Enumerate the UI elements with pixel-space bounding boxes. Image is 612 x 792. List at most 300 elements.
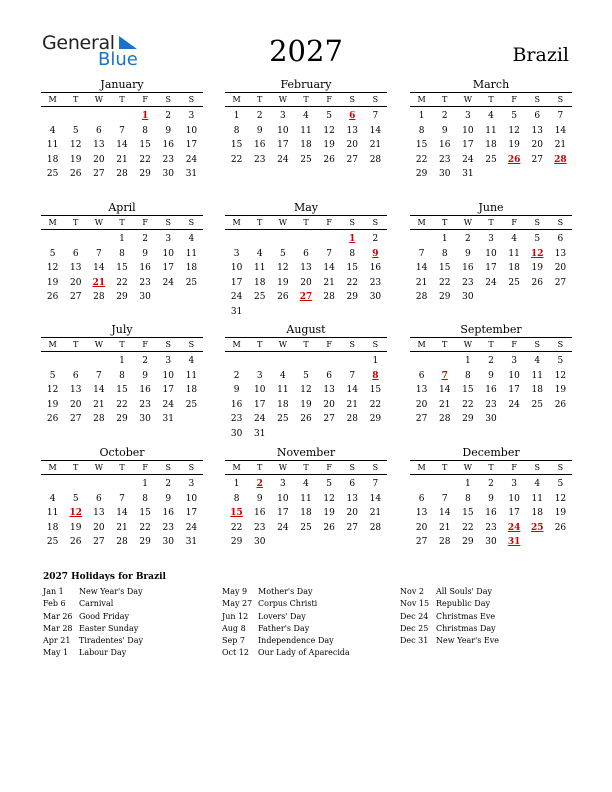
day-cell: 15 <box>462 508 474 518</box>
day-cell: 18 <box>531 385 543 395</box>
day-cell: 7 <box>95 248 102 259</box>
day-cell: 26 <box>69 537 82 547</box>
day-cell: 2 <box>441 111 448 121</box>
day-cell: 4 <box>488 111 494 121</box>
day-cell: 3 <box>464 111 471 121</box>
day-cell: 10 <box>462 125 474 136</box>
day-cell: 16 <box>139 263 151 273</box>
weekday-header: T <box>119 463 125 472</box>
day-cell: 27 <box>323 414 335 424</box>
day-cell: 16 <box>230 399 243 410</box>
weekday-header-row <box>41 215 203 230</box>
day-cell: 7 <box>372 111 379 121</box>
day-cell: 7 <box>95 370 102 381</box>
holiday-row <box>43 635 223 647</box>
weekday-header: T <box>257 95 263 104</box>
day-cell: 1 <box>233 111 240 121</box>
day-cell: 8 <box>119 370 125 381</box>
day-cell: 26 <box>323 154 335 165</box>
holiday-row <box>400 611 580 623</box>
day-cell: 9 <box>165 493 172 504</box>
day-cell: 19 <box>69 154 82 165</box>
day-grid <box>225 232 387 319</box>
day-cell: 14 <box>93 385 105 395</box>
month-december <box>410 446 572 550</box>
day-cell: 4 <box>49 125 56 136</box>
weekday-header: F <box>511 95 517 104</box>
weekday-header: T <box>257 463 263 472</box>
day-cell: 25 <box>508 277 520 288</box>
weekday-header: S <box>372 463 379 472</box>
day-cell: 10 <box>185 125 198 136</box>
day-cell: 27 <box>415 537 428 547</box>
day-cell: 20 <box>69 277 82 288</box>
day-cell: 22 <box>139 522 151 533</box>
day-cell: 24 <box>185 522 198 533</box>
weekday-header: F <box>142 218 148 227</box>
day-cell: 23 <box>462 277 474 288</box>
day-cell: 28 <box>323 292 335 302</box>
day-cell: 23 <box>139 277 151 288</box>
weekday-header: S <box>349 340 356 349</box>
weekday-header: T <box>488 95 494 104</box>
day-cell: 10 <box>485 248 497 259</box>
day-cell: 27 <box>531 154 543 165</box>
empty-day-cell <box>41 477 64 492</box>
day-cell: 18 <box>485 140 497 150</box>
day-cell: 8 <box>464 370 471 381</box>
weekday-header: S <box>188 218 195 227</box>
weekday-header: T <box>303 463 309 472</box>
day-cell: 20 <box>300 277 312 288</box>
weekday-header: S <box>372 95 379 104</box>
day-cell: 2 <box>165 479 172 489</box>
day-cell: 16 <box>253 140 266 150</box>
day-cell: 11 <box>46 508 59 518</box>
day-cell: 26 <box>277 292 289 302</box>
day-cell: 17 <box>485 263 497 273</box>
day-cell: 28 <box>93 292 105 302</box>
day-cell: 15 <box>116 385 128 395</box>
weekday-header: S <box>557 218 564 227</box>
day-cell: 12 <box>508 125 520 136</box>
weekday-header: F <box>326 95 332 104</box>
empty-day-cell <box>87 354 110 369</box>
month-june <box>410 201 572 305</box>
weekday-header: T <box>257 218 263 227</box>
day-cell: 28 <box>116 537 128 547</box>
weekday-header: M <box>417 463 426 472</box>
day-cell: 14 <box>116 508 128 518</box>
empty-day-cell <box>41 109 64 124</box>
page-header <box>0 0 612 72</box>
day-cell: 13 <box>93 140 105 150</box>
weekday-header: S <box>165 218 172 227</box>
day-cell: 24 <box>277 522 289 533</box>
weekday-header: W <box>278 463 287 472</box>
day-cell: 18 <box>300 140 312 150</box>
holiday-day-cell: 15 <box>230 508 243 518</box>
day-cell: 31 <box>185 537 198 547</box>
day-cell: 31 <box>230 306 243 317</box>
day-cell: 29 <box>346 292 358 302</box>
day-cell: 20 <box>323 399 335 410</box>
day-cell: 15 <box>415 140 428 150</box>
day-cell: 28 <box>369 522 382 533</box>
day-cell: 25 <box>253 292 266 302</box>
weekday-header: M <box>417 95 426 104</box>
day-cell: 28 <box>438 537 451 547</box>
day-cell: 19 <box>69 522 82 533</box>
month-march <box>410 78 572 182</box>
weekday-header: W <box>463 218 472 227</box>
holiday-row <box>400 635 580 647</box>
holiday-day-cell: 1 <box>142 111 149 121</box>
day-cell: 15 <box>116 263 128 273</box>
day-cell: 21 <box>93 399 105 410</box>
day-cell: 14 <box>369 125 382 136</box>
day-cell: 19 <box>46 399 59 410</box>
holiday-date: Nov 15 <box>400 599 430 609</box>
day-cell: 2 <box>233 370 240 381</box>
month-february <box>225 78 387 167</box>
weekday-header: W <box>94 95 103 104</box>
weekday-header: T <box>442 463 448 472</box>
day-cell: 18 <box>277 399 289 410</box>
day-cell: 8 <box>418 125 425 136</box>
day-cell: 12 <box>277 263 289 273</box>
empty-day-cell <box>410 354 433 369</box>
day-cell: 28 <box>369 154 382 165</box>
holiday-day-cell: 2 <box>256 479 263 489</box>
day-cell: 17 <box>162 385 174 395</box>
day-cell: 10 <box>253 385 266 395</box>
weekday-header: T <box>303 95 309 104</box>
day-cell: 29 <box>462 414 474 424</box>
day-cell: 22 <box>369 399 382 410</box>
day-grid <box>410 109 572 182</box>
day-cell: 23 <box>438 154 451 165</box>
month-november <box>225 446 387 550</box>
day-cell: 14 <box>554 125 567 136</box>
day-cell: 30 <box>139 292 151 302</box>
day-cell: 29 <box>415 169 428 179</box>
day-grid <box>41 232 203 305</box>
holiday-day-cell: 6 <box>349 111 356 121</box>
day-cell: 25 <box>46 169 59 179</box>
day-cell: 15 <box>230 140 243 150</box>
holiday-name: Christmas Eve <box>436 611 496 621</box>
month-name: September <box>460 323 522 336</box>
day-cell: 14 <box>415 263 428 273</box>
day-cell: 16 <box>139 385 151 395</box>
day-cell: 14 <box>323 263 335 273</box>
holiday-day-cell: 24 <box>507 522 521 533</box>
day-cell: 24 <box>253 414 266 424</box>
weekday-header: S <box>534 463 541 472</box>
day-cell: 16 <box>253 508 266 518</box>
holiday-row <box>222 647 402 659</box>
day-cell: 20 <box>93 154 105 165</box>
holiday-date: Apr 21 <box>43 636 71 646</box>
holiday-name: Christmas Day <box>436 623 496 633</box>
day-cell: 2 <box>142 356 148 366</box>
day-cell: 27 <box>93 537 105 547</box>
weekday-header: M <box>48 340 57 349</box>
empty-day-cell <box>248 232 271 247</box>
day-cell: 10 <box>185 493 198 504</box>
day-cell: 5 <box>557 356 564 366</box>
holiday-row <box>43 623 223 635</box>
weekday-header-row <box>410 92 572 107</box>
day-cell: 29 <box>139 169 151 179</box>
weekday-header-row <box>225 337 387 352</box>
day-cell: 16 <box>485 508 497 518</box>
day-cell: 12 <box>323 493 335 504</box>
weekday-header: M <box>48 218 57 227</box>
holiday-name: Corpus Christi <box>258 599 318 609</box>
empty-day-cell <box>318 232 341 247</box>
day-cell: 21 <box>369 140 382 150</box>
day-cell: 11 <box>300 125 312 136</box>
holiday-column <box>43 586 223 660</box>
weekday-header-row <box>41 460 203 475</box>
day-cell: 3 <box>279 479 286 489</box>
day-grid <box>410 232 572 305</box>
holiday-row <box>43 647 223 659</box>
weekday-header: T <box>119 340 125 349</box>
day-cell: 9 <box>142 248 148 259</box>
month-september <box>410 323 572 427</box>
weekday-header: T <box>488 463 494 472</box>
day-cell: 8 <box>441 248 448 259</box>
weekday-header: S <box>534 340 541 349</box>
empty-day-cell <box>41 232 64 247</box>
day-cell: 27 <box>346 154 358 165</box>
holiday-date: Feb 6 <box>43 599 66 609</box>
day-cell: 3 <box>233 248 240 259</box>
day-cell: 9 <box>488 493 494 504</box>
weekday-header: T <box>73 463 79 472</box>
day-cell: 6 <box>534 111 541 121</box>
day-cell: 18 <box>46 154 59 165</box>
day-cell: 6 <box>557 234 564 244</box>
day-cell: 10 <box>230 263 243 273</box>
weekday-header: F <box>142 463 148 472</box>
day-cell: 26 <box>46 414 59 424</box>
day-cell: 7 <box>119 125 125 136</box>
weekday-header-row <box>225 92 387 107</box>
day-cell: 12 <box>69 140 82 150</box>
day-cell: 14 <box>346 385 358 395</box>
day-cell: 9 <box>488 370 494 381</box>
holiday-list <box>43 572 583 658</box>
day-cell: 27 <box>346 522 358 533</box>
day-cell: 22 <box>116 399 128 410</box>
holiday-date: May 27 <box>222 599 253 609</box>
day-cell: 20 <box>554 263 567 273</box>
holiday-date: Jan 1 <box>43 587 64 596</box>
day-cell: 17 <box>508 508 520 518</box>
day-cell: 1 <box>142 479 148 489</box>
day-cell: 5 <box>557 479 564 489</box>
day-cell: 11 <box>46 140 59 150</box>
day-cell: 12 <box>554 493 567 504</box>
day-cell: 12 <box>46 263 59 273</box>
weekday-header: W <box>278 218 287 227</box>
weekday-header: S <box>165 95 172 104</box>
day-cell: 17 <box>277 140 289 150</box>
holiday-name: Carnival <box>79 599 114 609</box>
day-cell: 28 <box>346 414 358 424</box>
day-cell: 23 <box>253 154 266 165</box>
holiday-name: New Year's Eve <box>436 636 499 646</box>
day-cell: 6 <box>418 493 425 504</box>
day-cell: 30 <box>139 414 151 424</box>
empty-day-cell <box>410 232 433 247</box>
month-name: February <box>280 78 332 91</box>
day-cell: 10 <box>162 370 174 381</box>
day-cell: 23 <box>162 154 174 165</box>
weekday-header: F <box>511 218 517 227</box>
day-cell: 31 <box>162 414 174 424</box>
day-cell: 11 <box>531 493 543 504</box>
day-cell: 18 <box>531 508 543 518</box>
holiday-name: Lovers' Day <box>258 611 306 621</box>
holiday-day-cell: 25 <box>531 522 544 533</box>
day-cell: 14 <box>369 493 382 504</box>
day-cell: 29 <box>116 292 128 302</box>
day-cell: 2 <box>256 111 263 121</box>
day-cell: 23 <box>485 399 497 410</box>
day-cell: 3 <box>511 479 517 489</box>
day-cell: 9 <box>233 385 240 395</box>
day-cell: 7 <box>418 248 425 259</box>
day-cell: 9 <box>256 493 263 504</box>
holiday-day-cell: 8 <box>372 370 379 381</box>
day-cell: 16 <box>462 263 474 273</box>
holiday-row <box>400 598 580 610</box>
holiday-date: Jun 12 <box>222 611 249 621</box>
day-cell: 1 <box>119 234 125 244</box>
month-name: June <box>478 201 504 214</box>
weekday-header: M <box>232 463 241 472</box>
weekday-header: M <box>232 340 241 349</box>
day-cell: 21 <box>116 154 128 165</box>
day-cell: 22 <box>415 154 428 165</box>
holiday-name: Independence Day <box>258 636 334 646</box>
day-cell: 16 <box>162 140 174 150</box>
holiday-date: Dec 25 <box>400 623 429 633</box>
day-cell: 23 <box>253 522 266 533</box>
day-cell: 23 <box>139 399 151 410</box>
holiday-column <box>400 586 580 647</box>
day-cell: 3 <box>256 370 263 381</box>
weekday-header-row <box>410 337 572 352</box>
day-cell: 30 <box>230 428 243 439</box>
holiday-name: Tiradentes' Day <box>79 636 143 646</box>
weekday-header: F <box>326 463 332 472</box>
empty-day-cell <box>64 109 87 124</box>
holiday-date: Dec 31 <box>400 636 429 646</box>
day-cell: 2 <box>165 111 172 121</box>
weekday-header: S <box>349 95 356 104</box>
day-cell: 22 <box>346 277 358 288</box>
weekday-header: S <box>349 463 356 472</box>
empty-day-cell <box>225 354 248 369</box>
day-cell: 29 <box>462 537 474 547</box>
day-cell: 22 <box>116 277 128 288</box>
day-cell: 19 <box>531 263 543 273</box>
day-cell: 18 <box>253 277 266 288</box>
day-cell: 30 <box>369 292 382 302</box>
holiday-name: New Year's Day <box>79 587 143 596</box>
day-cell: 4 <box>534 479 541 489</box>
day-cell: 21 <box>438 522 451 533</box>
weekday-header: S <box>188 340 195 349</box>
weekday-header: F <box>326 218 332 227</box>
weekday-header: T <box>119 95 125 104</box>
empty-day-cell <box>318 354 341 369</box>
holiday-day-cell: 7 <box>441 370 448 381</box>
day-cell: 8 <box>349 248 356 259</box>
day-cell: 26 <box>323 522 335 533</box>
day-cell: 30 <box>462 292 474 302</box>
day-cell: 3 <box>488 234 494 244</box>
day-cell: 13 <box>415 508 428 518</box>
holiday-row <box>400 623 580 635</box>
day-cell: 22 <box>438 277 451 288</box>
holiday-date: Aug 8 <box>222 623 246 633</box>
empty-day-cell <box>64 354 87 369</box>
day-cell: 26 <box>554 399 567 410</box>
day-cell: 6 <box>72 370 79 381</box>
day-cell: 4 <box>534 356 541 366</box>
day-cell: 17 <box>253 399 266 410</box>
day-cell: 15 <box>438 263 451 273</box>
day-cell: 15 <box>346 263 358 273</box>
weekday-header: T <box>303 340 309 349</box>
day-cell: 4 <box>188 234 195 244</box>
day-cell: 19 <box>508 140 520 150</box>
empty-day-cell <box>248 354 271 369</box>
holiday-date: May 9 <box>222 587 248 596</box>
empty-day-cell <box>433 354 456 369</box>
day-cell: 8 <box>142 125 148 136</box>
month-name: March <box>472 78 510 91</box>
day-cell: 22 <box>462 522 474 533</box>
holiday-name: Good Friday <box>79 611 130 621</box>
weekday-header: S <box>372 218 379 227</box>
day-cell: 27 <box>93 169 105 179</box>
day-cell: 13 <box>69 385 82 395</box>
holiday-date: Mar 26 <box>43 611 73 621</box>
weekday-header: S <box>557 340 564 349</box>
empty-day-cell <box>271 232 294 247</box>
day-cell: 5 <box>72 493 79 504</box>
day-cell: 23 <box>369 277 382 288</box>
weekday-header-row <box>225 215 387 230</box>
day-cell: 12 <box>46 385 59 395</box>
day-cell: 25 <box>277 414 289 424</box>
day-cell: 10 <box>277 493 289 504</box>
holiday-name: Mother's Day <box>258 587 313 596</box>
day-cell: 24 <box>185 154 198 165</box>
day-cell: 21 <box>346 399 358 410</box>
weekday-header: T <box>257 340 263 349</box>
day-cell: 17 <box>462 140 474 150</box>
weekday-header: M <box>48 95 57 104</box>
